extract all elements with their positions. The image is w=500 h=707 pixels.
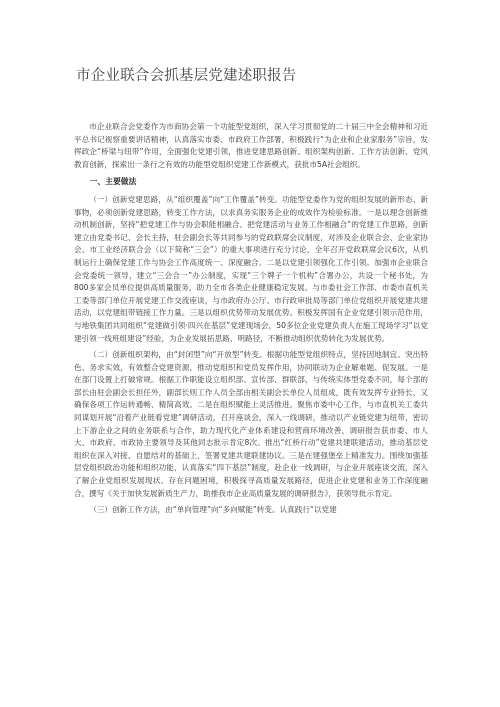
paragraph-innovate-thinking: （一）创新党建思路，从“组织覆盖”向“工作覆盖”转变。功能型党委作为党的组织发展的新形态、新事物，必须创新党建思路，转变工作方法，以求真务实服务企业的成效作为检验标准。一是以理念创新推动机制创新，坚持“把党建工作与协会职能相融合、把党建活动与业务工作相融合”的党建工作思路，创新建立由党委书记、会长主持，驻会副会长等共同参与的党政联席会议制度，对涉及企业联合会、企业家协会、市工业经济联合会（以下简称“三会”）的重大事项进行充分讨论，全年召开党政联席会议6次，从机制运行上确保党建工作与协会工作高度统一、深度融合。二是以党建引领强化工作引领。加强市企业联合会党委统一领导，建立“三会合一”办公制度，实现“三个牌子一个机构”合署办公，共设一个秘书处，为800多家会员单位提供高质量服务，助力全市各类企业健康稳定发展。与市委社会工作部、市委市直机关工委等部门单位开展党建工作交流座谈，与市政府办公厅、市行政审批局等部门单位党组织开展党建共建活动，以党建组带链接工作力量。三是以组织优势带动发展优势。积极发挥国有企业党建引领示范作用，与地铁集团共同组织“党建做引领·四兴在基层”党建现场会，50多位企业党建负责人在施工现场学习“以党建引领一线班组建设”经验，为企业发展拓思路、明路径，不断推动组织优势转化为发展优势。 [74, 194, 428, 343]
section-heading-main-practices: 一、主要做法 [89, 177, 137, 187]
paragraph-innovate-methods: （三）创新工作方法，由“单向管理”向“多向赋能”转变。认真践行“以党建 [89, 505, 337, 515]
paragraph-innovate-structure: （二）创新组织架构，由“封闭型”向“开放型”转变。根据功能型党组织特点，坚持因地制宜、突出特色、务求实效，有效整合党建资源，推动党组织和党员发挥作用，协同联动为企业解难题、促发展。一是在部门设置上打破常规。根据工作职能设立组织部、宣传部、群联部，与传统实体型党委不同，每个部的部长由驻会副会长担任外，副部长则工作人员全部由相关副会长单位人员组成，既有效发挥专业特长，又确保各项工作运转通畅、精简高效。二是在组织赋能上灵活推进。聚焦市委中心工作，与市直机关工委共同谋划开展“沿着产业链看党建”调研活动，召开座谈会，深入一线调研，推动以产业链党建为纽带，密切上下游企业之间的业务联系与合作，助力现代化产业体系建设和营商环境改善，调研报告获市委、市人大、市政府、市政协主要领导及其他同志批示肯定8次。推出“红桥行动”党建共建联建活动，推动基层党组织在深入对接、自愿结对的基础上，签署党建共建联建协议。三是在建强堡垒上精准发力。围绕加强基层党组织政治功能和组织功能，认真落实“四下基层”制度，赴企业一线调研，与企业开展座谈交流，深入了解企业党组织发展现状、存在问题困境，积极探寻高质量发展路径，促进企业党建和业务工作深度融合，撰写《关于加快发展新质生产力，助推我市企业高质量发展的调研报告》，获领导批示肯定。 [74, 350, 428, 498]
intro-paragraph: 市企业联合会党委作为市商协会第一个功能型党组织，深入学习贯彻党的二十届三中全会精神和习近平总书记视察重要讲话精神，认真落实市委、市政府工作部署，积极践行“为企业和企业家服务”宗旨，发挥政企“桥梁与纽带”作用，全面强化党建引领，推进党建思路创新、组织架构创新、工作方法创新、党风教育创新，探索出一条行之有效的功能型党组织党建工作新模式，获批市5A社会组织。 [74, 122, 428, 169]
document-title: 市企业联合会抓基层党建述职报告 [76, 68, 297, 84]
